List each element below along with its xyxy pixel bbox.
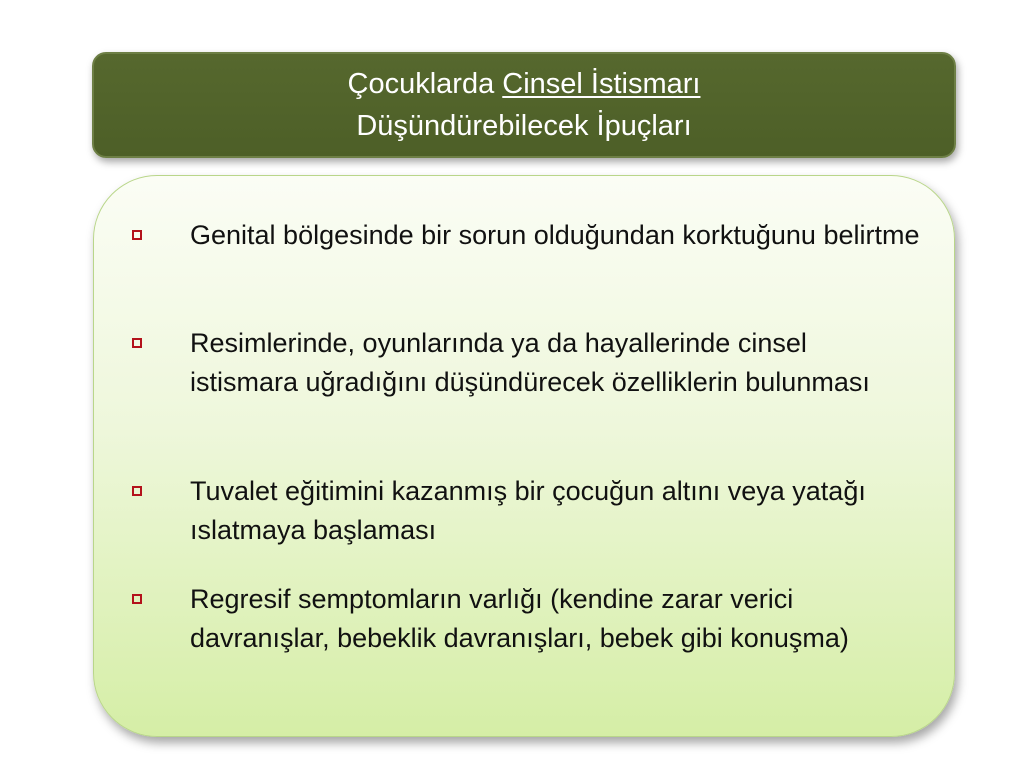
bullet-text: Regresif semptomların varlığı (kendine zarar verici davranışlar, bebeklik davranışları, bebek gibi konuşma): [190, 584, 849, 653]
bullet-text: Genital bölgesinde bir sorun olduğundan korktuğunu belirtme: [190, 220, 920, 250]
hollow-square-icon: [132, 230, 142, 240]
title-prefix: Çocuklarda: [347, 68, 503, 100]
hollow-square-icon: [132, 594, 142, 604]
title-box: [92, 52, 956, 158]
content-box: [93, 175, 955, 737]
title-line-1: [94, 63, 954, 105]
hollow-square-icon: [132, 486, 142, 496]
hollow-square-icon: [132, 338, 142, 348]
bullet-text: Resimlerinde, oyunlarında ya da hayallerinde cinsel istismara uğradığını düşündürecek özelliklerin bulunması: [190, 328, 870, 397]
title-underlined-text: Cinsel İstismarı: [502, 68, 701, 100]
title-line-2: Düşündürebilecek İpuçları: [356, 110, 692, 142]
bullet-text: Tuvalet eğitimini kazanmış bir çocuğun altını veya yatağı ıslatmaya başlaması: [190, 476, 866, 545]
